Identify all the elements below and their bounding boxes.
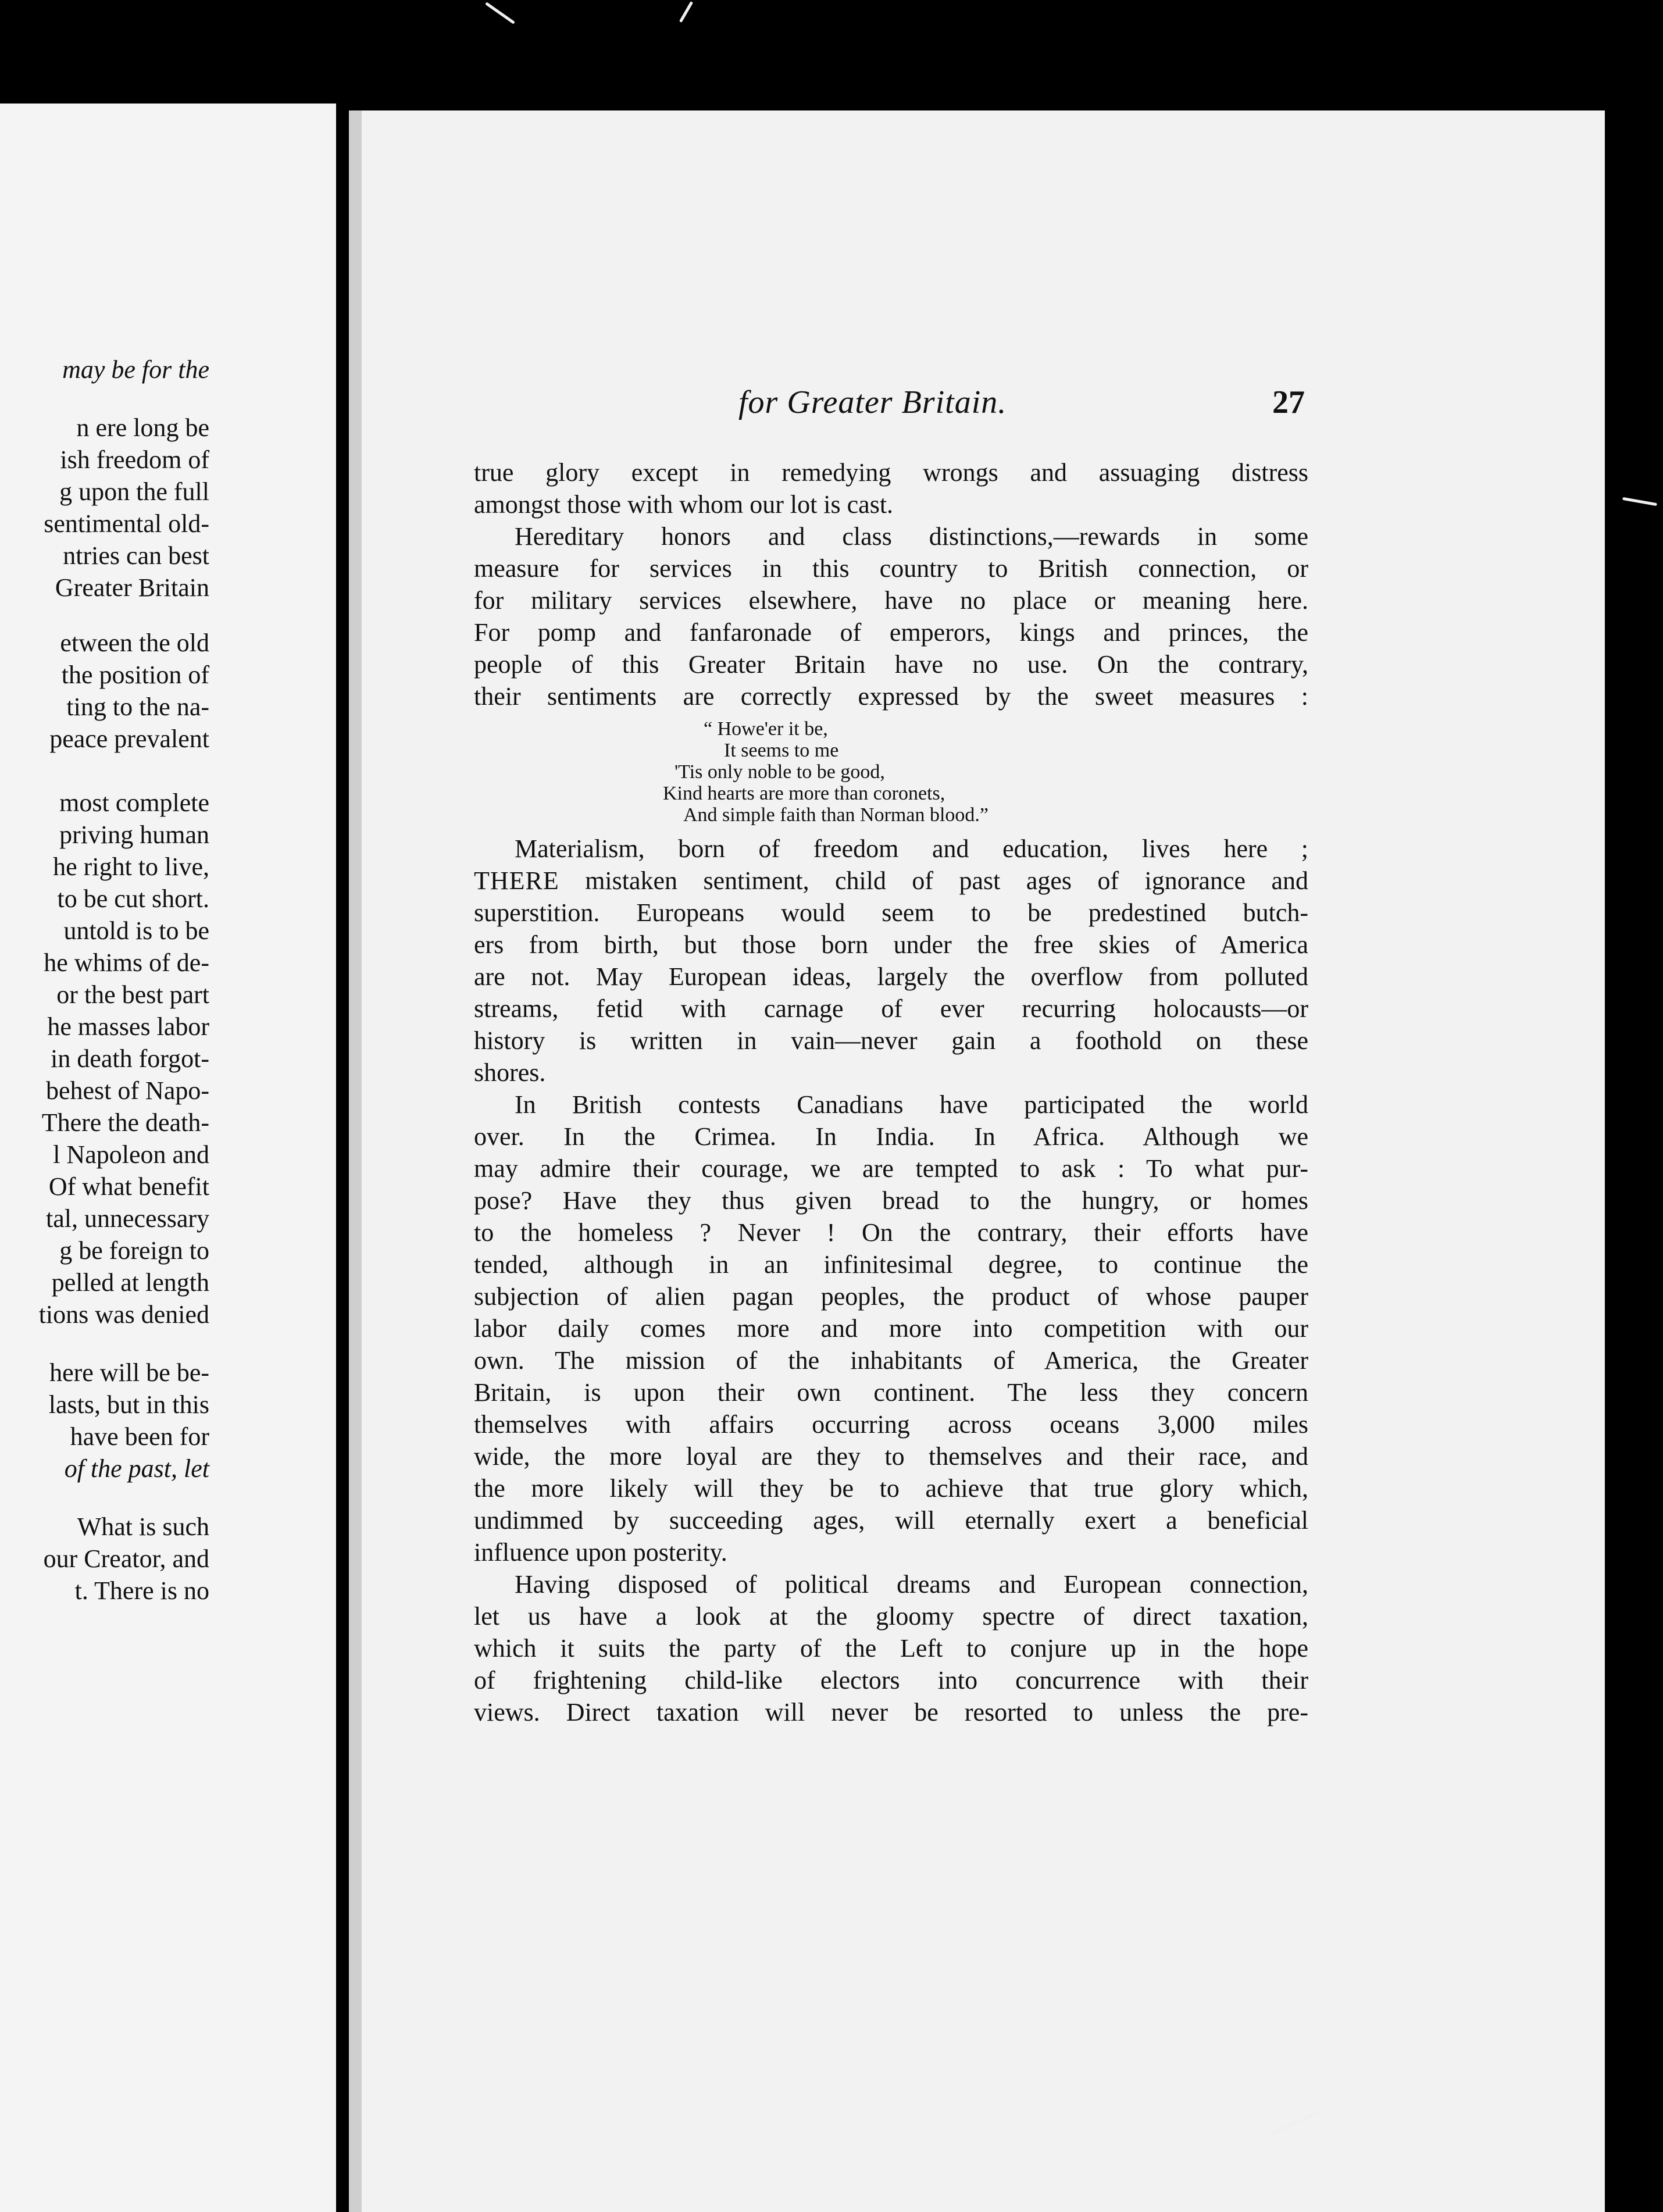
left-page-text-line: behest of Napo- <box>45 1076 209 1105</box>
left-page-text-line: sentimental old- <box>44 509 209 538</box>
text-line: which it suits the party of the Left to conjure up in the hope <box>474 1634 1308 1662</box>
emphasis-there: THERE <box>474 866 559 895</box>
text-line: superstition. Europeans would seem to be predestined butch- <box>474 898 1308 927</box>
left-page-text-line: in death forgot- <box>51 1044 209 1073</box>
left-page-text-line: t. There is no <box>74 1576 209 1605</box>
verse-line: 'Tis only noble to be good, <box>675 761 885 783</box>
left-page-text-line: Of what benefit <box>48 1172 209 1201</box>
text-line: views. Direct taxation will never be resorted to unless the pre- <box>474 1698 1308 1726</box>
text-line: Britain, is upon their own continent. The less they concern <box>474 1378 1308 1407</box>
text-line: people of this Greater Britain have no use. On the contrary, <box>474 650 1308 679</box>
text-line: amongst those with whom our lot is cast. <box>474 490 894 519</box>
text-line: measure for services in this country to British connection, or <box>474 554 1308 583</box>
film-scratch <box>485 2 515 24</box>
text-line: labor daily comes more and more into competition with our <box>474 1314 1308 1343</box>
left-page-text-line: pelled at length <box>51 1268 209 1297</box>
text-line: streams, fetid with carnage of ever recurring holocausts—or <box>474 994 1308 1023</box>
text-line: ers from birth, but those born under the free skies of America <box>474 930 1308 959</box>
left-page-text-line: Greater Britain <box>55 573 209 602</box>
text-line: undimmed by succeeding ages, will eternally exert a beneficial <box>474 1506 1308 1535</box>
text-line <box>474 865 1308 897</box>
left-page-text-line: g be foreign to <box>59 1236 209 1265</box>
left-page-text-line: he right to live, <box>53 852 209 881</box>
left-page-text-line: lasts, but in this <box>48 1390 209 1419</box>
left-page-text-line: our Creator, and <box>43 1544 209 1573</box>
text-line: In British contests Canadians have participated the world <box>515 1090 1308 1119</box>
left-page-text-line: he masses labor <box>47 1012 209 1041</box>
film-scratch <box>1622 497 1657 506</box>
left-page-text-line: What is such <box>77 1512 209 1541</box>
left-page-text-line: n ere long be <box>76 413 209 442</box>
left-page-text-line: here will be be- <box>49 1358 209 1387</box>
running-title: for Greater Britain. <box>738 384 1007 420</box>
text-line: themselves with affairs occurring across oceans 3,000 miles <box>474 1410 1308 1439</box>
text-line: own. The mission of the inhabitants of America, the Greater <box>474 1346 1308 1375</box>
text-line: let us have a look at the gloomy spectre of direct taxation, <box>474 1602 1308 1631</box>
paragraph-materialism <box>474 833 1308 1089</box>
left-page-text-line: There the death- <box>41 1108 209 1137</box>
left-page-text-line: to be cut short. <box>57 884 209 913</box>
text-line: wide, the more loyal are they to themselves and their race, and <box>474 1442 1308 1471</box>
text-line: over. In the Crimea. In India. In Africa. Although we <box>474 1122 1308 1151</box>
verse-line: It seems to me <box>724 740 839 761</box>
text-line: pose? Have they thus given bread to the hungry, or homes <box>474 1186 1308 1215</box>
left-page-text-line: priving human <box>59 820 209 849</box>
text-line: are not. May European ideas, largely the overflow from polluted <box>474 962 1308 991</box>
text-line: to the homeless ? Never ! On the contrary, their efforts have <box>474 1218 1308 1247</box>
text-line: may admire their courage, we are tempted to ask : To what pur- <box>474 1154 1308 1183</box>
text-line: their sentiments are correctly expressed by the sweet measures : <box>474 682 1308 711</box>
text-line-rest: mistaken sentiment, child of past ages of ignorance and <box>559 866 1308 895</box>
verse-quotation <box>474 712 1308 833</box>
left-page-text-line: he whims of de- <box>44 948 209 977</box>
left-page-text-line: l Napoleon and <box>53 1140 209 1169</box>
left-page-text-line: of the past, let <box>64 1454 209 1483</box>
left-page-text-line: ish freedom of <box>60 445 209 474</box>
text-line: Hereditary honors and class distinctions,—rewards in some <box>515 522 1308 551</box>
text-line: of frightening child-like electors into concurrence with their <box>474 1666 1308 1694</box>
left-page-text-line: may be for the <box>62 355 209 384</box>
text-line: For pomp and fanfaronade of emperors, kings and princes, the <box>474 618 1308 647</box>
paragraph-hereditary-honors <box>474 520 1308 712</box>
text-line: history is written in vain—never gain a foothold on these <box>474 1026 1308 1055</box>
page-number: 27 <box>1272 384 1305 420</box>
text-line: subjection of alien pagan peoples, the product of whose pauper <box>474 1282 1308 1311</box>
verse-line: “ Howe'er it be, <box>704 718 828 740</box>
left-page-text-line: g upon the full <box>59 477 209 506</box>
body-text <box>474 456 1308 1728</box>
left-page-text-line: have been for <box>70 1422 209 1451</box>
text-line: the more likely will they be to achieve that true glory which, <box>474 1474 1308 1503</box>
right-page <box>349 110 1605 2212</box>
verse-line: Kind hearts are more than coronets, <box>663 783 945 804</box>
paragraph-british-contests <box>474 1089 1308 1568</box>
paragraph-continued <box>474 456 1308 520</box>
left-facing-page <box>0 104 336 2212</box>
text-line: shores. <box>474 1058 546 1087</box>
left-page-text-line: ting to the na- <box>66 693 209 721</box>
left-page-text-line: untold is to be <box>63 916 209 945</box>
text-line: for military services elsewhere, have no place or meaning here. <box>474 586 1308 615</box>
left-page-text-line: ntries can best <box>63 541 209 570</box>
left-page-text-line: tions was denied <box>38 1300 209 1329</box>
paragraph-direct-taxation <box>474 1568 1308 1728</box>
film-scratch <box>679 1 693 23</box>
left-page-text-line: etween the old <box>60 629 209 657</box>
verse-line: And simple faith than Norman blood.” <box>683 804 989 826</box>
text-line: Having disposed of political dreams and European connection, <box>515 1570 1308 1599</box>
left-page-text-line: or the best part <box>56 980 209 1009</box>
left-page-text-line: the position of <box>61 661 209 689</box>
left-page-text-line: tal, unnecessary <box>46 1204 209 1233</box>
text-line: tended, although in an infinitesimal degree, to continue the <box>474 1250 1308 1279</box>
page-gutter-shadow <box>349 110 362 2212</box>
left-page-text-line: peace prevalent <box>49 725 209 753</box>
text-line: true glory except in remedying wrongs and assuaging distress <box>474 458 1308 487</box>
text-line: Materialism, born of freedom and education, lives here ; <box>515 834 1308 863</box>
text-line: influence upon posterity. <box>474 1538 727 1567</box>
left-page-text-line: most complete <box>59 789 209 817</box>
book-gutter <box>336 105 349 2212</box>
